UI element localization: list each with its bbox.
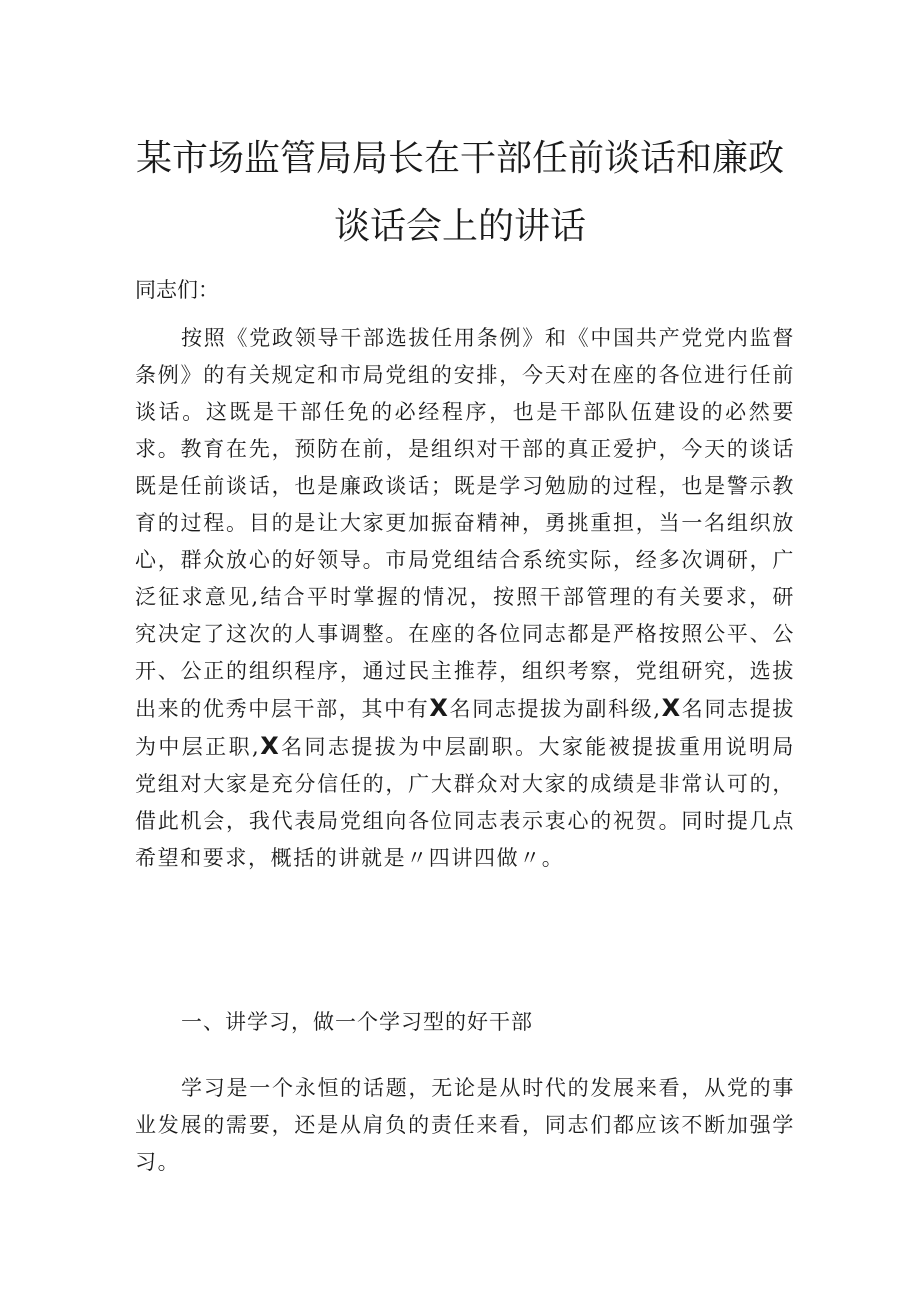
paragraph-intro (135, 320, 795, 877)
paragraph-intro-text-4: 名同志提拔为中层副职。大家能被提拔重用说明局党组对大家是充分信任的，广大群众对大家的成绩是非常认可的，借此机会，我代表局党组向各位同志表示衷心的祝贺。同时提几点希望和要求，概括的讲就是〃四讲四做〃。 (135, 735, 795, 870)
salutation: 同志们： (135, 278, 219, 302)
document-title-line-1: 某市场监管局局长在干部任前谈话和廉政 (135, 138, 784, 179)
x-placeholder-2: X (661, 694, 682, 722)
document-title-line-2: 谈话会上的讲话 (333, 206, 586, 247)
x-placeholder-1: X (429, 694, 450, 722)
section-heading-1: 一、讲学习，做一个学习型的好干部 (181, 1010, 533, 1034)
paragraph-intro-text-3: 名同志提拔为中层正职, (135, 697, 795, 759)
x-placeholder-3: X (260, 732, 281, 760)
paragraph-intro-text-2: 名同志提拔为副科级, (449, 697, 662, 721)
paragraph-study: 学习是一个永恒的话题，无论是从时代的发展来看，从党的事业发展的需要，还是从肩负的责任来看，同志们都应该不断加强学习。 (135, 1076, 795, 1174)
paragraph-intro-text-1: 按照《党政领导干部选拔任用条例》和《中国共产党党内监督条例》的有关规定和市局党组的安排，今天对在座的各位进行任前谈话。这既是干部任免的必经程序，也是干部队伍建设的必然要求。教育在先，预防在前，是组织对干部的真正爱护，今天的谈话既是任前谈话，也是廉政谈话；既是学习勉励的过程，也是警示教育的过程。目的是让大家更加振奋精神，勇挑重担，当一名组织放心，群众放心的好领导。市局党组结合系统实际，经多次调研，广泛征求意见,结合平时掌握的情况，按照干部管理的有关要求，研究决定了这次的人事调整。在座的各位同志都是严格按照公平、公开、公正的组织程序，通过民主推荐，组织考察，党组研究，选拔出来的优秀中层干部，其中有 (135, 326, 795, 721)
